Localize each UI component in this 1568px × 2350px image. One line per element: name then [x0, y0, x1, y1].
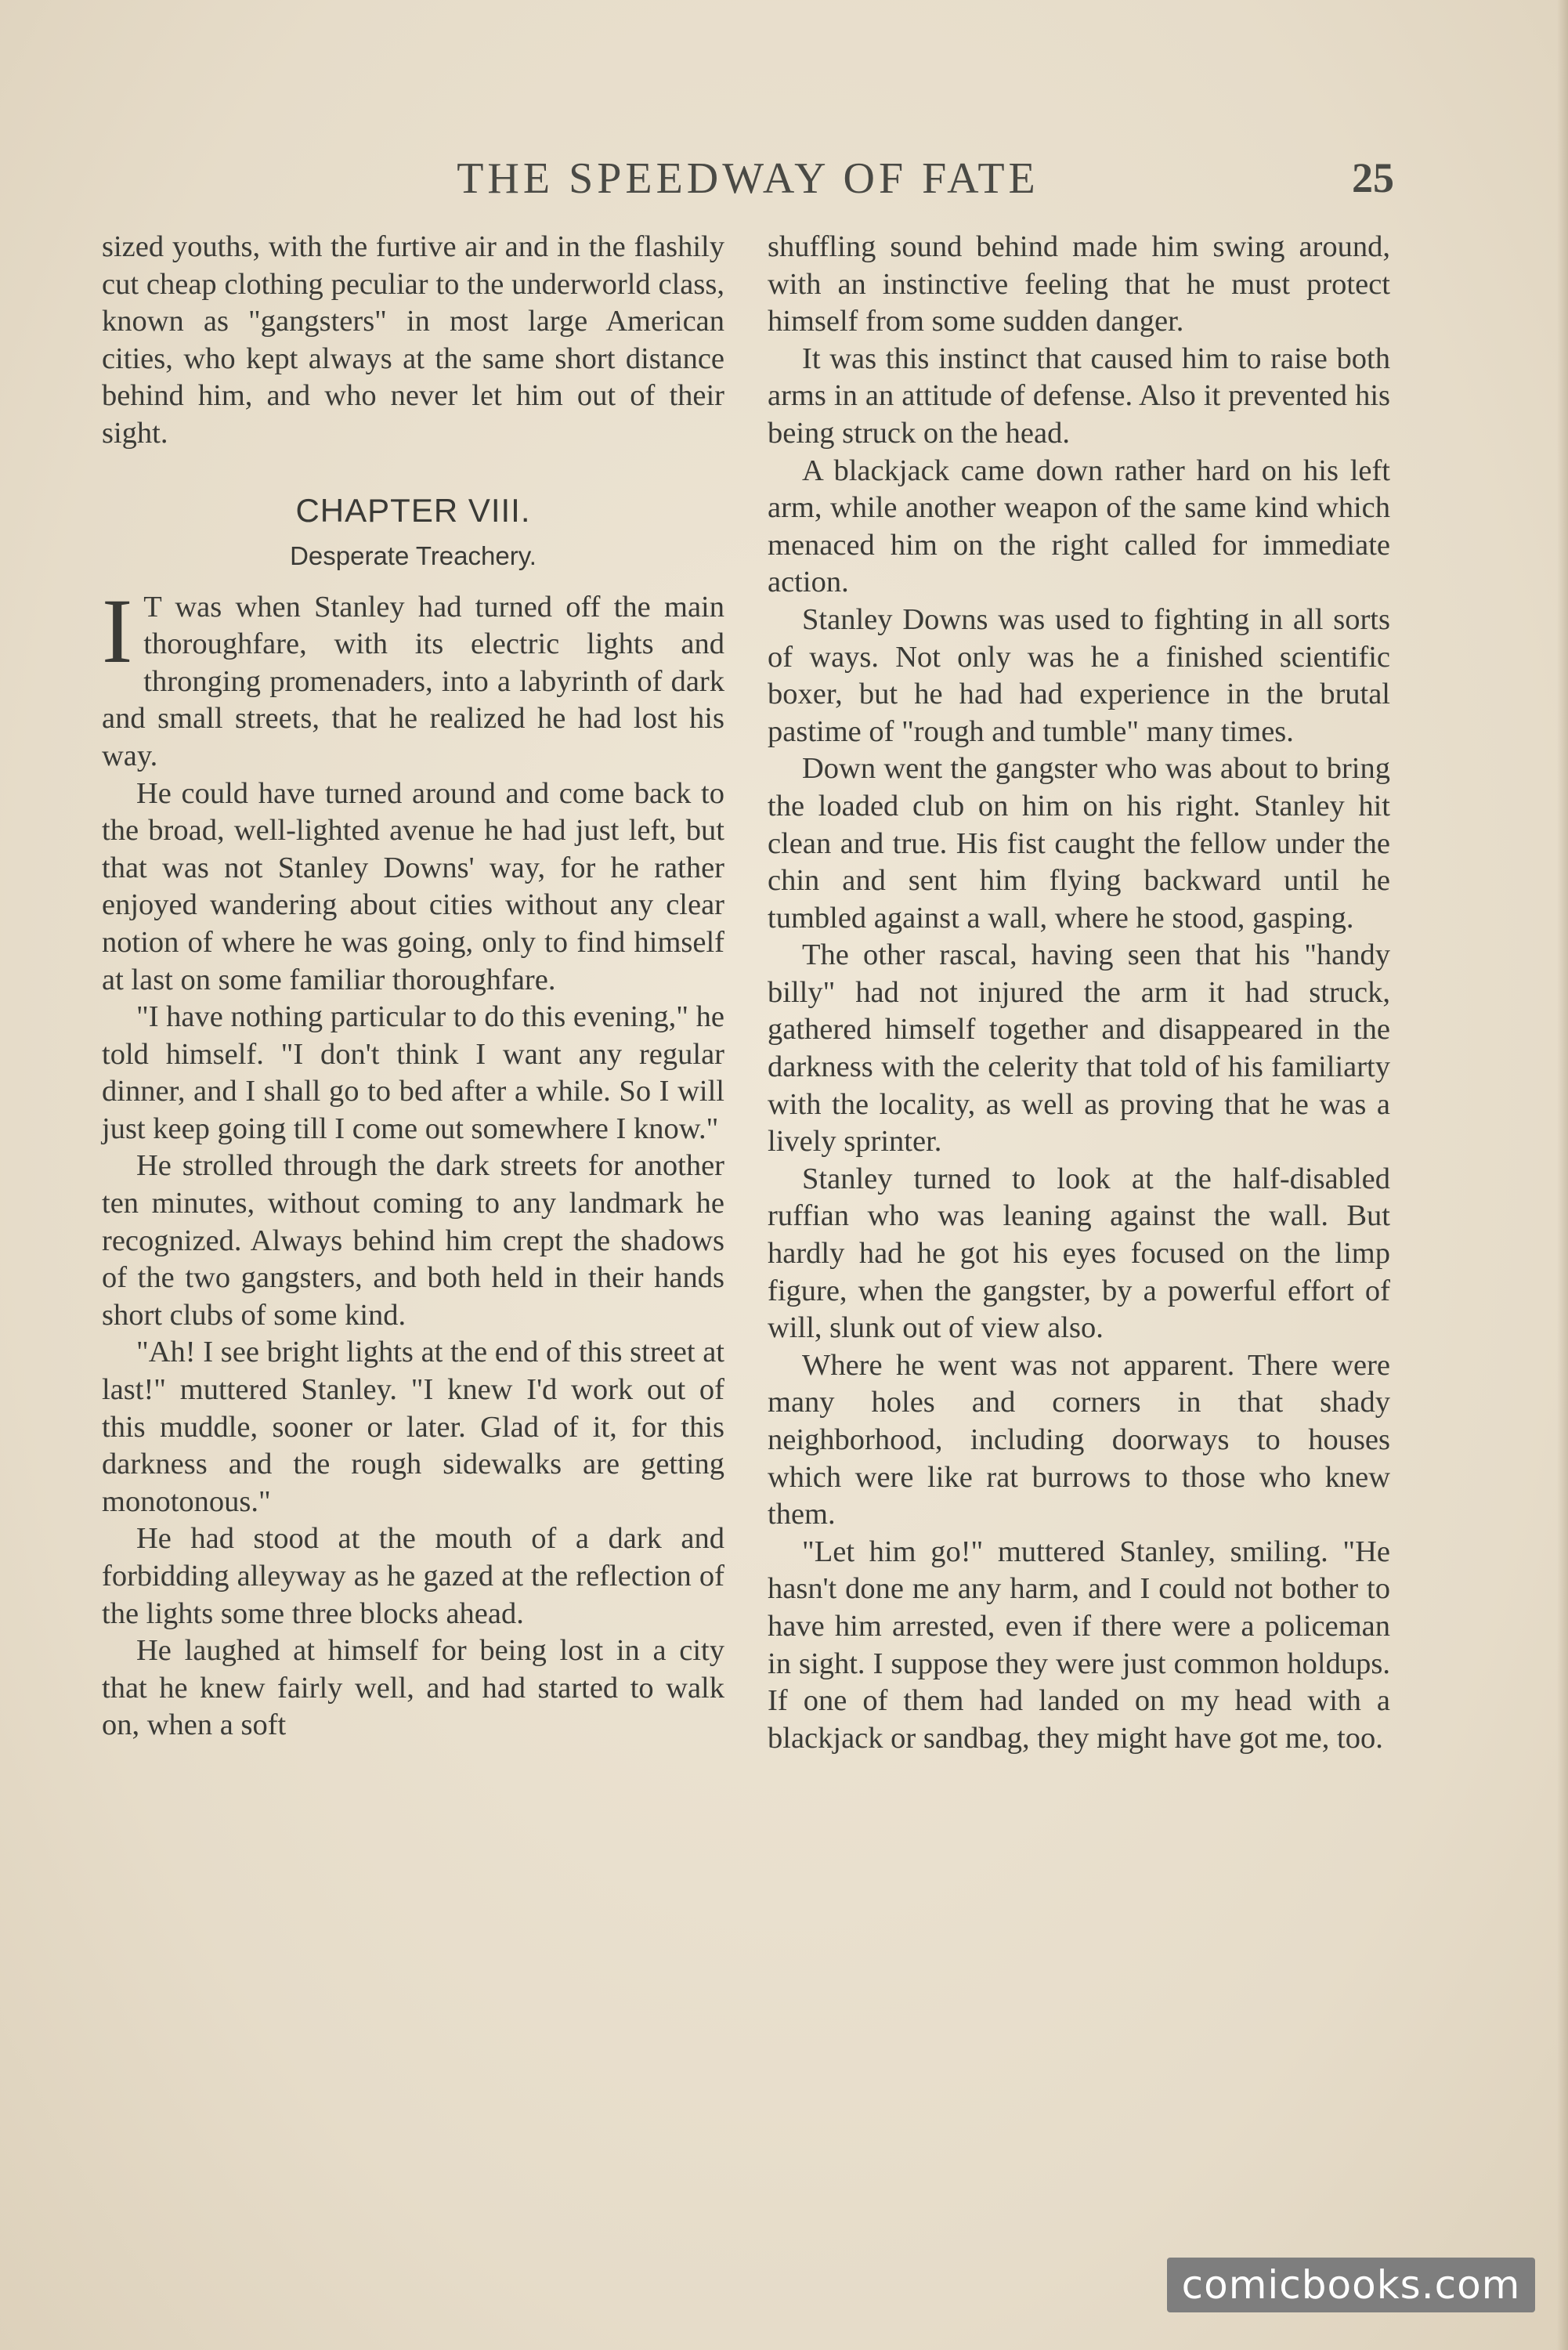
paragraph: sized youths, with the furtive air and in the flashily cut cheap clothing peculiar to the underworld class, known as "gangsters" in most large American cities, who kept always at the same short distance behind him, and who never let him out of their sight.: [102, 230, 724, 450]
paragraph: A blackjack came down rather hard on his left arm, while another weapon of the same kind which menaced him on the right called for immediate action.: [768, 454, 1390, 599]
drop-cap: I: [102, 579, 133, 682]
running-title: THE SPEEDWAY OF FATE: [457, 154, 1039, 203]
paragraph: He strolled through the dark streets for another ten minutes, without coming to any landmark he recognized. Always behind him crept the shadows of the two gangsters, and both held in their hands short clubs of some kind.: [102, 1149, 724, 1332]
chapter-heading: CHAPTER VIII.: [295, 491, 531, 529]
paragraph: Stanley Downs was used to fighting in all sorts of ways. Not only was he a finished scientific boxer, but he had had experience in the brutal pastime of "rough and tumble" many times.: [768, 602, 1390, 748]
paragraph: "Ah! I see bright lights at the end of this street at last!" muttered Stanley. "I knew I'd work out of this muddle, sooner or later. Glad of it, for this darkness and the rough sidewalks are getting monotonous.": [102, 1336, 724, 1518]
page-number: 25: [1352, 154, 1394, 201]
chapter-opening-paragraph: [102, 579, 724, 776]
right-column: [768, 229, 1390, 1757]
chapter-subtitle: Desperate Treachery.: [290, 540, 537, 570]
paragraph: Stanley turned to look at the half-disabled ruffian who was leaning against the wall. But hardly had he got his eyes focused on the limp figure, when the gangster, by a powerful effort of will, slunk out of view also.: [768, 1162, 1390, 1345]
paragraph: He could have turned around and come back to the broad, well-lighted avenue he had just left, but that was not Stanley Downs' way, for he rather enjoyed wandering about cities without any clear notion of where he was going, only to find himself at last on some familiar thoroughfare.: [102, 776, 724, 996]
site-watermark: comicbooks.com: [1167, 2258, 1535, 2312]
paragraph: shuffling sound behind made him swing around, with an instinctive feeling that he must protect himself from some sudden danger.: [768, 230, 1390, 338]
paragraph: He had stood at the mouth of a dark and forbidding alleyway as he gazed at the reflection of the lights some three blocks ahead.: [102, 1522, 724, 1630]
page-header: [102, 154, 1394, 208]
page-edge-shadow: [1557, 0, 1568, 2350]
paragraph: It was this instinct that caused him to raise both arms in an attitude of defense. Also it prevented his being struck on the head.: [768, 342, 1390, 450]
paragraph: The other rascal, having seen that his "handy billy" had not injured the arm it had struck, gathered himself together and disappeared in the darkness with the celerity that told of his familiarty with the locality, as well as proving that he was a lively sprinter.: [768, 938, 1390, 1159]
left-column: [102, 229, 724, 1744]
paragraph-text: T was when Stanley had turned off the main thoroughfare, with its electric lights and thronging promenaders, into a labyrinth of dark and small streets, that he realized he had lost his way.: [102, 590, 724, 772]
paragraph: Where he went was not apparent. There were many holes and corners in that shady neighborhood, including doorways to houses which were like rat burrows to those who knew them.: [768, 1348, 1390, 1531]
paragraph: "Let him go!" muttered Stanley, smiling. "He hasn't done me any harm, and I could not bother to have him arrested, even if there were a policeman in sight. I suppose they were just common holdups. If one of them had landed on my head with a blackjack or sandbag, they might have got me, too.: [768, 1535, 1390, 1755]
paragraph: "I have nothing particular to do this evening," he told himself. "I don't think I want any regular dinner, and I shall go to bed after a while. So I will just keep going till I come out somewhere I know.": [102, 1000, 724, 1145]
paragraph: He laughed at himself for being lost in a city that he knew fairly well, and had started to walk on, when a soft: [102, 1634, 724, 1742]
paragraph: Down went the gangster who was about to bring the loaded club on him on his right. Stanley hit clean and true. His fist caught the fellow under the chin and sent him flying backward until he tumbled against a wall, where he stood, gasping.: [768, 752, 1390, 935]
